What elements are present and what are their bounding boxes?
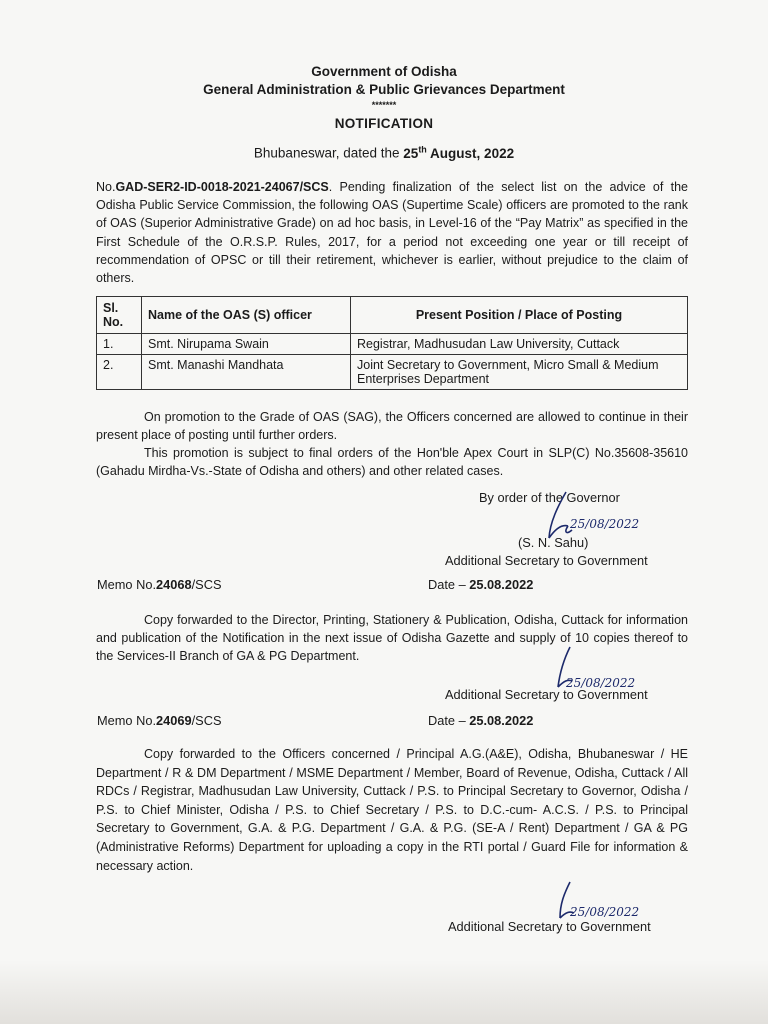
cell-position: Joint Secretary to Government, Micro Small & Medium Enterprises Department: [351, 355, 688, 390]
notification-ref-number: GAD-SER2-ID-0018-2021-24067/SCS: [115, 180, 329, 194]
memo-2-no: 24069: [156, 713, 192, 728]
memo-1-prefix: Memo No.: [97, 577, 157, 592]
posting-paragraph: On promotion to the Grade of OAS (SAG), the Officers concerned are allowed to continue in their present place of posting until further orders.: [96, 410, 688, 443]
date-month-year: August, 2022: [426, 145, 515, 161]
place-and-date: [0, 144, 768, 161]
signature-3-date: 25/08/2022: [570, 905, 640, 919]
memo-2-date-value: 25.08.2022: [469, 713, 534, 728]
memo-1-text: Copy forwarded to the Director, Printing, Stationery & Publication, Odisha, Cuttack for information and publication of the Notification in the next issue of Odisha Gazette and supply of 10 copies thereof to the Services-II Branch of GA & PG Department.: [96, 613, 688, 664]
memo-1-date: [428, 577, 533, 592]
memo-2-prefix: Memo No.: [97, 713, 157, 728]
memo-1-date-label: Date –: [428, 577, 470, 592]
order-of-governor: By order of the Governor: [479, 490, 620, 505]
department-heading: General Administration & Public Grievances Department: [203, 82, 565, 97]
court-order-paragraph: This promotion is subject to final orders of the Hon'ble Apex Court in SLP(C) No.35608-35610 (Gahadu Mirdha-Vs.-State of Odisha and others) and other related cases.: [96, 446, 688, 479]
memo-2-designation: Additional Secretary to Government: [448, 919, 651, 934]
column-header-position: Present Position / Place of Posting: [351, 297, 688, 334]
memo-2-text: Copy forwarded to the Officers concerned / Principal A.G.(A&E), Odisha, Bhubaneswar / HE Department / R & DM Department / MSME Department / Member, Board of Revenue, Odisha, Cuttack / All RDCs / Registrar, Madhusudan Law University, Cuttack / P.S. to Principal Secretary to Governor, Odisha / P.S. to Chief Minister, Odisha / P.S. to Chief Secretary / P.S. to D.C.-cum- A.C.S. / P.S. to Principal Secretary to Government, G.A. & P.G. Department / G.A. & P.G. (SE-A / Rent) Department / GA & PG (Administrative Reforms) Department for uploading a copy in the RTI portal / Guard File for information & necessary action.: [96, 747, 688, 873]
place-date-prefix: Bhubaneswar, dated the: [253, 145, 404, 161]
notification-paragraph: [96, 178, 688, 287]
column-header-sl-no: Sl. No.: [97, 297, 142, 334]
memo-1-suffix: /SCS: [191, 577, 222, 592]
cell-position: Registrar, Madhusudan Law University, Cuttack: [351, 334, 688, 355]
memo-1-number: [97, 577, 222, 592]
cell-officer-name: Smt. Manashi Mandhata: [142, 355, 351, 390]
memo-1-designation: Additional Secretary to Government: [445, 687, 648, 702]
memo-2-date: [428, 713, 533, 728]
memo-1-no: 24068: [156, 577, 192, 592]
table-header-row: [97, 297, 688, 334]
table-row: [97, 334, 688, 355]
notification-body-text: . Pending finalization of the select list on the advice of the Odisha Public Service Commission, the following OAS (Supertime Scale) officers are promoted to the rank of OAS (Superior Administrative Grade) on ad hoc basis, in Level-16 of the “Pay Matrix” as specified in the First Schedule of the O.R.S.P. Rules, 2017, for a period not exceeding one year or till receipt of recommendation of OPSC or till their retirement, whichever is earlier, without prejudice to the claim of others.: [96, 180, 688, 286]
government-heading: Government of Odisha: [311, 64, 457, 79]
signature-1-date: 25/08/2022: [570, 517, 640, 531]
ref-no-prefix: No.: [96, 180, 116, 194]
memo-2-number: [97, 713, 222, 728]
table-row: [97, 355, 688, 390]
signature-2-date: 25/08/2022: [566, 676, 636, 690]
memo-1-date-value: 25.08.2022: [469, 577, 534, 592]
cell-sl-no: 1.: [97, 334, 142, 355]
page-bottom-shadow: [0, 960, 768, 1024]
notification-title: NOTIFICATION: [334, 116, 434, 131]
cell-officer-name: Smt. Nirupama Swain: [142, 334, 351, 355]
heading-divider-stars: *******: [371, 100, 397, 110]
memo-2-date-label: Date –: [428, 713, 470, 728]
date-day-suffix: th: [418, 144, 427, 154]
column-header-officer-name: Name of the OAS (S) officer: [142, 297, 351, 334]
signatory-designation: Additional Secretary to Government: [445, 553, 648, 568]
date-day: 25: [403, 145, 419, 161]
officers-table: [96, 296, 688, 390]
cell-sl-no: 2.: [97, 355, 142, 390]
signatory-name: (S. N. Sahu): [518, 535, 589, 550]
memo-2-suffix: /SCS: [191, 713, 222, 728]
